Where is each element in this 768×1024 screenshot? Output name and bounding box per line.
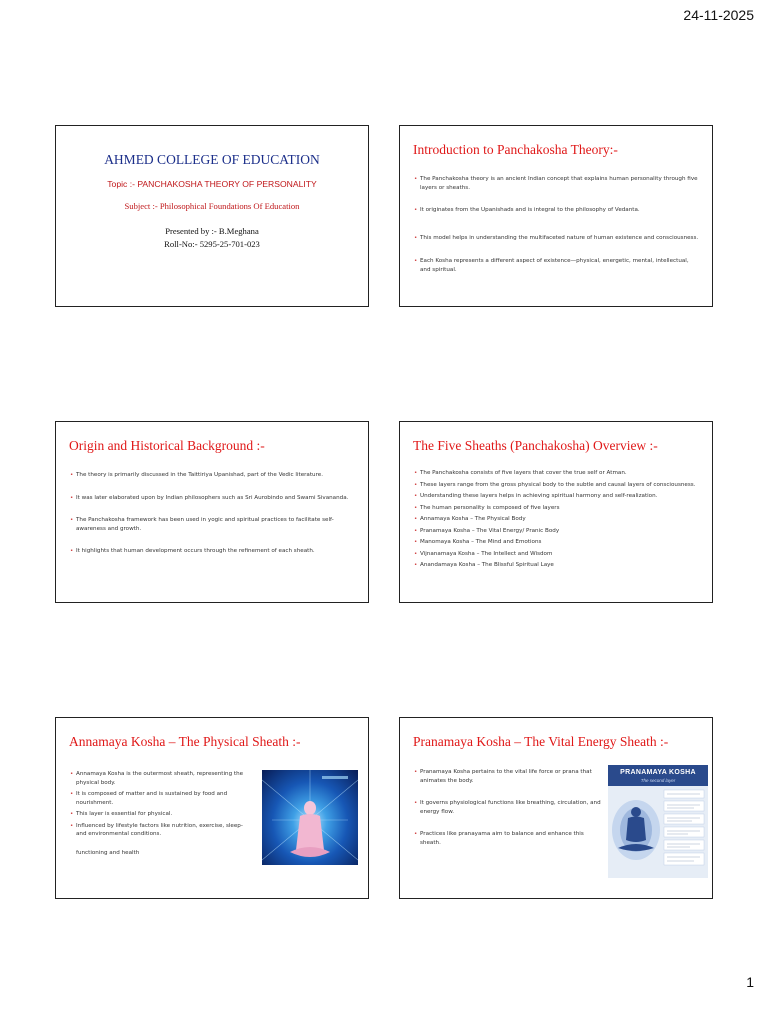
meditation-figure-image	[262, 770, 358, 865]
slide-heading: Annamaya Kosha – The Physical Sheath :-	[69, 734, 301, 749]
list-item: • Each Kosha represents a different aspect of existence—physical, energetic, mental, intellectual, and spiritual.	[414, 257, 700, 274]
slide-introduction	[399, 125, 713, 307]
list-item: • The Panchakosha consists of five layers that cover the true self or Atman.	[414, 469, 700, 478]
list-item: • It governs physiological functions like breathing, circulation, and energy flow.	[414, 799, 604, 816]
page-number: 1	[746, 974, 754, 990]
list-item: • Influenced by lifestyle factors like nutrition, exercise, sleep-and environmental conditions.	[70, 822, 248, 839]
slide-heading: Origin and Historical Background :-	[69, 438, 265, 453]
list-item: • Manomaya Kosha – The Mind and Emotions	[414, 538, 700, 547]
slide-annamaya	[55, 717, 369, 899]
image-subtitle: The second layer	[608, 778, 708, 786]
subject-line: Subject :- Philosophical Foundations Of Education	[124, 201, 300, 211]
list-item: • Vijnanamaya Kosha – The Intellect and Wisdom	[414, 550, 700, 559]
list-item: • Annamaya Kosha – The Physical Body	[414, 515, 700, 524]
topic-line: Topic :- PANCHAKOSHA THEORY OF PERSONALITY	[107, 179, 317, 189]
slide-pranamaya	[399, 717, 713, 899]
list-item: • Annamaya Kosha is the outermost sheath, representing the physical body.	[70, 770, 248, 787]
bullet-list	[70, 471, 356, 570]
slide-heading: Pranamaya Kosha – The Vital Energy Sheath :-	[413, 734, 669, 749]
presenter-info	[56, 225, 368, 251]
list-item: • Understanding these layers helps in achieving spiritual harmony and self-realization.	[414, 492, 700, 501]
list-item: • The Panchakosha theory is an ancient Indian concept that explains human personality through five layers or sheaths.	[414, 175, 700, 192]
slide-origin	[55, 421, 369, 603]
extra-text: functioning and health	[76, 850, 140, 856]
bullet-list	[70, 770, 248, 839]
list-item: • These layers range from the gross physical body to the subtle and causal layers of consciousness.	[414, 481, 700, 490]
bullet-list	[414, 469, 700, 573]
list-item: • It highlights that human development occurs through the refinement of each sheath.	[70, 547, 356, 556]
slide-five-sheaths	[399, 421, 713, 603]
slide-title	[55, 125, 369, 307]
list-item: • It originates from the Upanishads and is integral to the philosophy of Vedanta.	[414, 206, 700, 215]
pranamaya-figure-icon	[608, 786, 708, 872]
list-item: • This model helps in understanding the multifaceted nature of human existence and consciousness.	[414, 234, 700, 243]
pranamaya-kosha-image	[608, 765, 708, 878]
meditation-figure-icon	[262, 770, 358, 865]
bullet-list	[414, 175, 700, 288]
list-item: • The human personality is composed of five layers	[414, 504, 700, 513]
list-item: • It is composed of matter and is sustained by food and nourishment.	[70, 790, 248, 807]
slide-heading: The Five Sheaths (Panchakosha) Overview :-	[413, 438, 658, 453]
bullet-list	[414, 768, 604, 861]
presented-by: Presented by :- B.Meghana	[165, 226, 259, 236]
list-item: • The Panchakosha framework has been used in yogic and spiritual practices to facilitate self-awareness and growth.	[70, 516, 356, 533]
list-item: • Pranamaya Kosha – The Vital Energy/ Pranic Body	[414, 527, 700, 536]
list-item: • Pranamaya Kosha pertains to the vital life force or prana that animates the body.	[414, 768, 604, 785]
list-item: • Practices like pranayama aim to balance and enhance this sheath.	[414, 830, 604, 847]
list-item: • It was later elaborated upon by Indian philosophers such as Sri Aurobindo and Swami Sivananda.	[70, 494, 356, 503]
list-item: • The theory is primarily discussed in the Taittiriya Upanishad, part of the Vedic literature.	[70, 471, 356, 480]
college-name: AHMED COLLEGE OF EDUCATION	[104, 152, 320, 167]
page-date: 24-11-2025	[683, 7, 754, 23]
roll-number: Roll-No:- 5295-25-701-023	[164, 239, 260, 249]
list-item: • Anandamaya Kosha – The Blissful Spiritual Laye	[414, 561, 700, 570]
slide-heading: Introduction to Panchakosha Theory:-	[413, 142, 618, 157]
image-title: PRANAMAYA KOSHA	[608, 765, 708, 778]
list-item: • This layer is essential for physical.	[70, 810, 248, 819]
